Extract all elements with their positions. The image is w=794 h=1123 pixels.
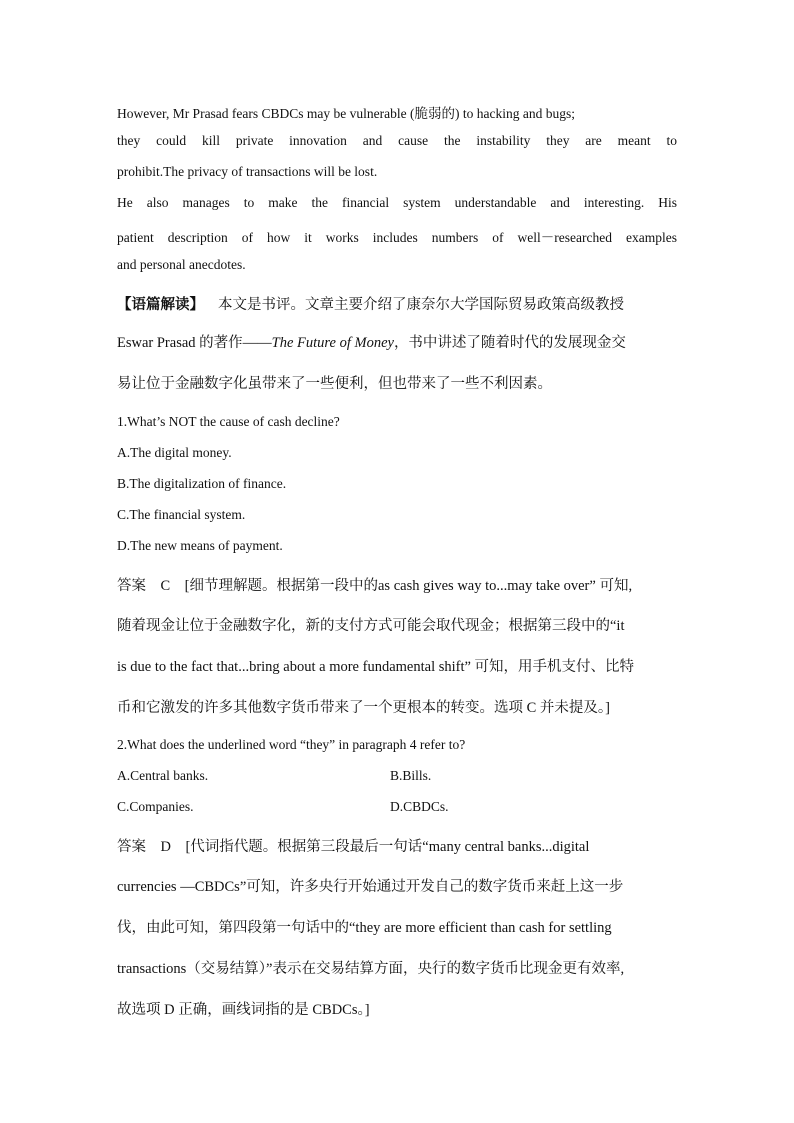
q2-answer-line3: 伐，由此可知，第四段第一句话中的“they are more efficient than cash for settling [117, 920, 612, 936]
q1-option-c: C.The financial system. [117, 507, 246, 522]
q2-answer-line5: 故选项 D 正确，画线词指的是 CBDCs。] [117, 1002, 370, 1018]
q2-question: 2.What does the underlined word “they” in paragraph 4 refer to? [117, 737, 466, 752]
q1-question: 1.What’s NOT the cause of cash decline? [117, 414, 340, 429]
q1-option-b: B.The digitalization of finance. [117, 476, 287, 491]
q2-options-row1 [117, 768, 677, 784]
analysis-line3: 易让位于金融数字化虽带来了一些便利，但也带来了一些不利因素。 [117, 376, 552, 392]
analysis-label: 【语篇解读】 [117, 297, 204, 313]
q1-option-a: A.The digital money. [117, 445, 232, 460]
passage-p1-line3: prohibit.The privacy of transactions will be lost. [117, 164, 378, 179]
q2-option-a: A.Central banks. [117, 768, 209, 783]
q2-answer-line1: 答案 D [代词指代题。根据第三段最后一句话“many central banks...digital [117, 839, 590, 855]
passage-p2-line3: and personal anecdotes. [117, 257, 246, 272]
analysis-line2: Eswar Prasad 的著作——The Future of Money，书中讲述了随着时代的发展现金交 [117, 335, 626, 351]
q2-option-d: D.CBDCs. [390, 799, 449, 814]
analysis-text-1: 本文是书评。文章主要介绍了康奈尔大学国际贸易政策高级教授 [218, 297, 624, 313]
q2-options-row2 [117, 799, 677, 815]
analysis-line1 [117, 293, 677, 314]
book-title: The Future of Money [271, 335, 394, 351]
q1-answer-line2: 随着现金让位于金融数字化，新的支付方式可能会取代现金；根据第三段中的“it [117, 618, 625, 634]
q2-option-b: B.Bills. [390, 768, 432, 783]
q1-answer-line1: 答案 C [细节理解题。根据第一段中的as cash gives way to...may take over” 可知, [117, 578, 633, 594]
q1-answer-line3: is due to the fact that...bring about a more fundamental shift” 可知，用手机支付、比特 [117, 659, 635, 675]
passage-p2-line2: patient description of how it works includes numbers of well－researched examples [117, 230, 677, 245]
passage-p1-line2: they could kill private innovation and cause the instability they are meant to [117, 133, 677, 148]
q2-answer-line2: currencies —CBDCs”可知，许多央行开始通过开发自己的数字货币来赶上这一步 [117, 879, 624, 895]
q2-answer-line4: transactions（交易结算）”表示在交易结算方面，央行的数字货币比现金更有效率, [117, 961, 625, 977]
passage-p2-line1: He also manages to make the financial system understandable and interesting. His [117, 195, 677, 210]
q1-option-d: D.The new means of payment. [117, 538, 283, 553]
q2-option-c: C.Companies. [117, 799, 194, 814]
passage-p1-line1: However, Mr Prasad fears CBDCs may be vulnerable (脆弱的) to hacking and bugs; [117, 106, 575, 121]
q1-answer-line4: 币和它激发的许多其他数字货币带来了一个更根本的转变。选项 C 并未提及。] [117, 700, 610, 716]
